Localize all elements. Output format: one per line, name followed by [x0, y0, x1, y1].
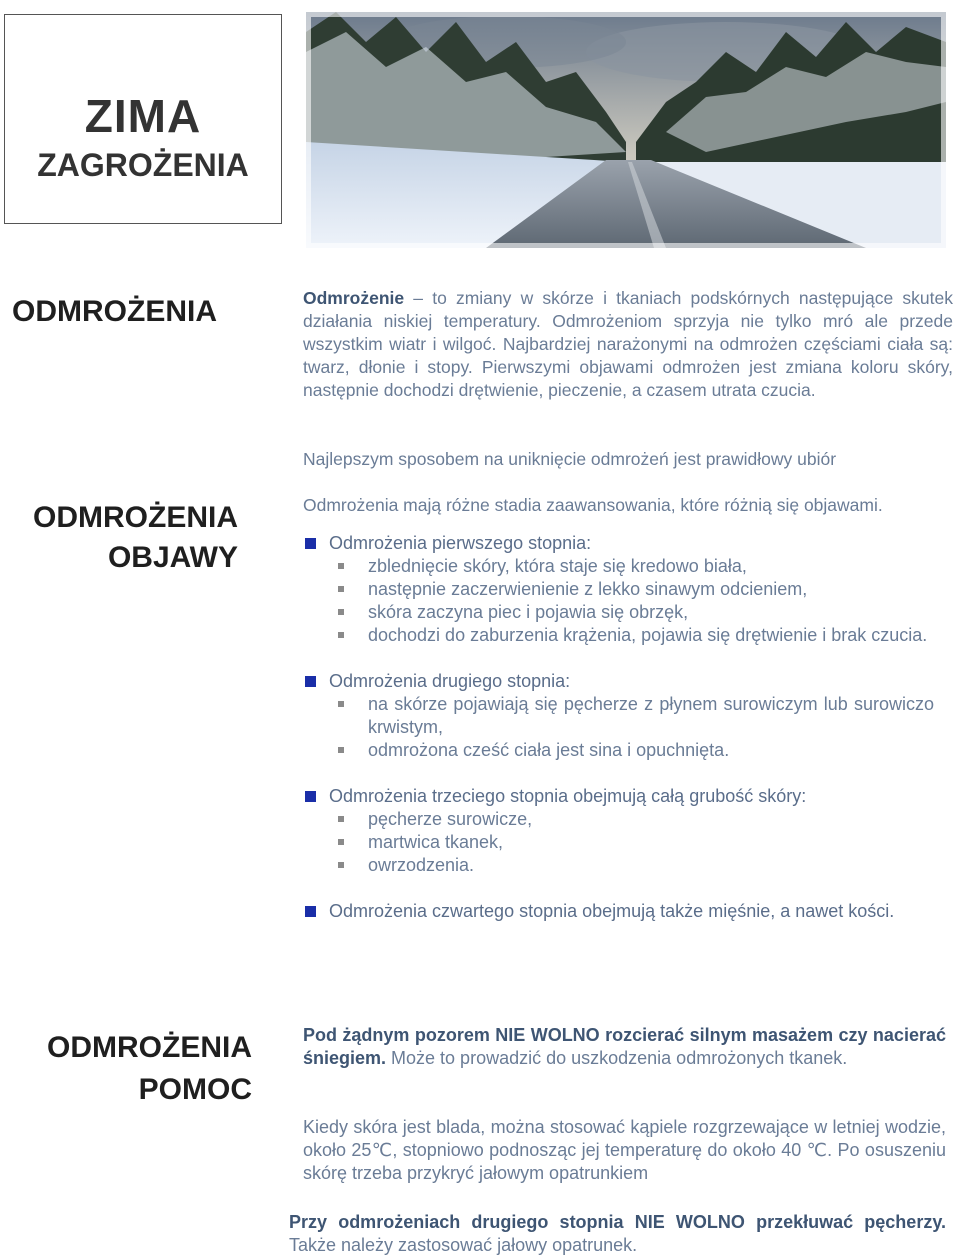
bullet-icon — [338, 632, 344, 638]
degree-4-heading — [303, 900, 948, 923]
bullet-icon — [338, 862, 344, 868]
degree-3-title: Odmrożenia trzeciego stopnia obejmują całą grubość skóry: — [329, 786, 807, 806]
bullet-icon — [338, 563, 344, 569]
definition-term: Odmrożenie — [303, 288, 405, 308]
title-box — [4, 14, 282, 224]
degree-2-title: Odmrożenia drugiego stopnia: — [329, 671, 571, 691]
page-subtitle: ZAGROŻENIA — [37, 147, 249, 183]
degree-3-list — [303, 808, 948, 877]
degree-4-title: Odmrożenia czwartego stopnia obejmują także mięśnie, a nawet kości. — [329, 901, 895, 921]
degree-3-heading — [303, 785, 948, 808]
prevention-advice: Najlepszym sposobem na uniknięcie odmrożeń jest prawidłowy ubiór — [303, 449, 837, 469]
square-bullet-icon — [305, 676, 316, 687]
degree-2-list — [303, 693, 948, 762]
symptoms-intro: Odmrożenia mają różne stadia zaawansowania, które różnią się objawami. — [303, 495, 883, 515]
list-item: zblednięcie skóry, która staje się kredowo biała, — [368, 555, 948, 578]
symptoms-content — [303, 494, 948, 923]
list-item: skóra zaczyna piec i pojawia się obrzęk, — [368, 601, 948, 624]
bullet-icon — [338, 816, 344, 822]
degree-2-heading — [303, 670, 948, 693]
section-label-line1: ODMROŻENIA — [33, 501, 238, 534]
section-label-line2: POMOC — [138, 1073, 252, 1106]
list-item: pęcherze surowicze, — [368, 808, 948, 831]
square-bullet-icon — [305, 538, 316, 549]
degree-1-title: Odmrożenia pierwszego stopnia: — [329, 533, 592, 553]
winter-road-photo — [306, 12, 946, 248]
list-item: następnie zaczerwienienie z lekko sinawym odcieniem, — [368, 578, 948, 601]
dressing-advice: Także należy zastosować jałowy opatrunek. — [289, 1235, 638, 1255]
bullet-icon — [338, 609, 344, 615]
help-paragraph-1 — [303, 1024, 946, 1070]
definition-text: – to zmiany w skórze i tkaniach podskórnych następujące skutek działania niskiej temperatury. Odmrożeniom sprzyja nie tylko mró ale przede wszystkim wiatr i wilgoć. Najbardziej narażonymi na odmrożen częściami ciała są: twarz, dłonie i stopy. Pierwszymi objawami odmrożen jest zmiana koloru skóry, następnie dochodzi drętwienie, pieczenie, a czasem utrata czucia. — [303, 288, 953, 400]
bullet-icon — [338, 839, 344, 845]
section-label-symptoms — [18, 498, 238, 578]
section-label-frostbite: ODMROŻENIA — [12, 295, 217, 328]
bullet-icon — [338, 747, 344, 753]
list-item: odmrożona cześć ciała jest sina i opuchnięta. — [368, 739, 948, 762]
section-label-line1: ODMROŻENIA — [47, 1031, 252, 1064]
section-label-help — [18, 1027, 252, 1111]
warning-consequence: Może to prowadzić do uszkodzenia odmrożonych tkanek. — [386, 1048, 848, 1068]
section-label-line2: OBJAWY — [107, 541, 238, 574]
bullet-icon — [338, 701, 344, 707]
square-bullet-icon — [305, 906, 316, 917]
help-paragraph-2: Kiedy skóra jest blada, można stosować kąpiele rozgrzewające w letniej wodzie, około 25℃, stopniowo podnosząc jej temperaturę do około 40 ℃. Po osuszeniu skórę trzeba przykryć jałowym opatrunkiem — [303, 1117, 946, 1183]
page-title: ZIMA — [84, 90, 202, 142]
degree-1-list — [303, 555, 948, 647]
warning-text: Pod żądnym pozorem NIE WOLNO rozcierać silnym masażem czy nacierać śniegiem. — [303, 1025, 946, 1068]
help-paragraph-3 — [289, 1211, 946, 1257]
bullet-icon — [338, 586, 344, 592]
list-item: owrzodzenia. — [368, 854, 948, 877]
degree-1-heading — [303, 532, 948, 555]
frostbite-definition — [303, 287, 953, 402]
list-item: martwica tkanek, — [368, 831, 948, 854]
list-item: dochodzi do zaburzenia krążenia, pojawia się drętwienie i brak czucia. — [368, 624, 948, 647]
warning-text-2: Przy odmrożeniach drugiego stopnia NIE WOLNO przekłuwać pęcherzy. — [289, 1212, 946, 1232]
list-item: na skórze pojawiają się pęcherze z płynem surowiczym lub surowiczo krwistym, — [368, 693, 948, 739]
square-bullet-icon — [305, 791, 316, 802]
